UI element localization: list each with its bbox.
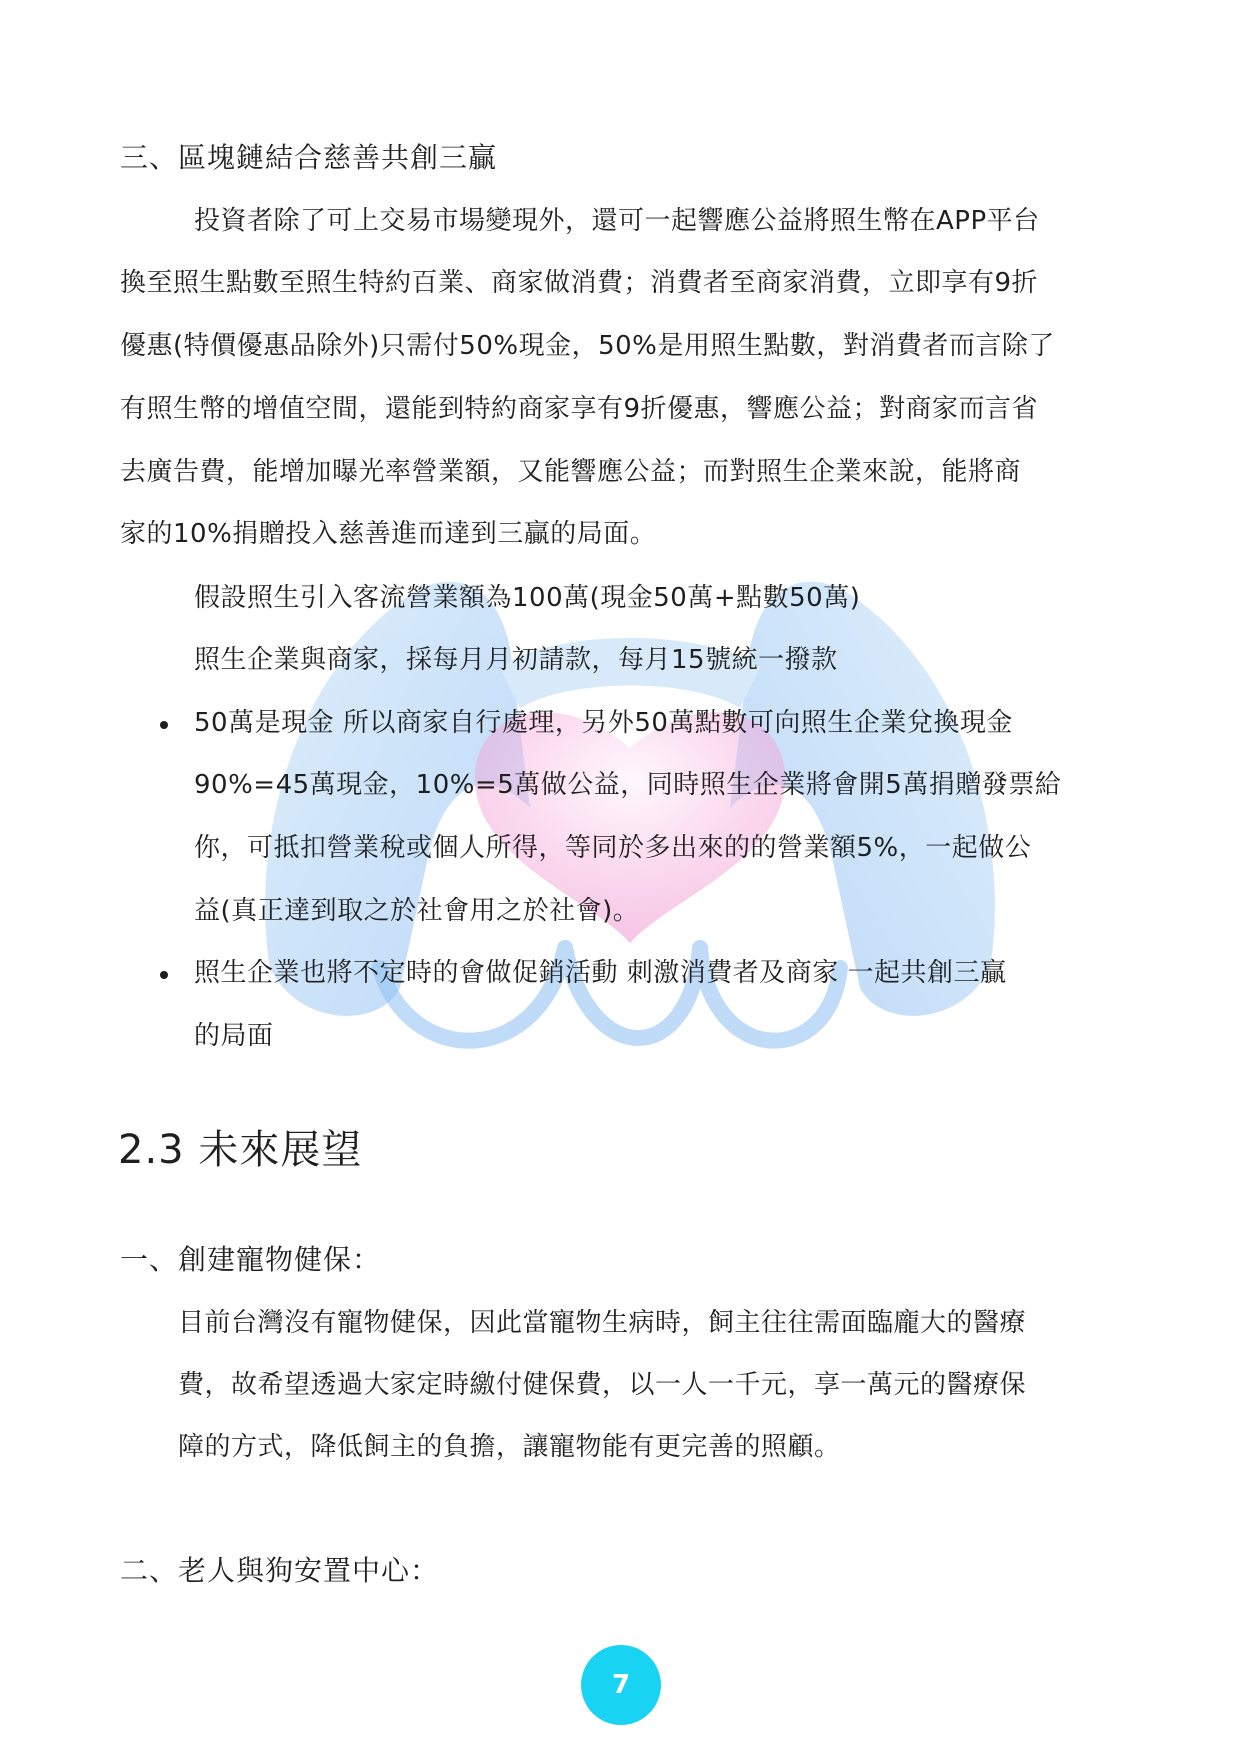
subsection-1-heading: 一、創建寵物健保： <box>120 1243 382 1276</box>
bullet-marker-1 <box>160 721 168 729</box>
bullet-2-line-1: 照生企業也將不定時的會做促銷活動 刺激消費者及商家 一起共創三贏 <box>194 958 1007 988</box>
paragraph-1-line-4: 有照生幣的增值空間，還能到特約商家享有9折優惠，響應公益；對商家而言省 <box>120 394 1039 424</box>
paragraph-1-line-5: 去廣告費，能增加曝光率營業額，又能響應公益；而對照生企業來說，能將商 <box>120 457 1022 487</box>
bullet-1-line-3: 你，可抵扣營業稅或個人所得，等同於多出來的的營業額5%，一起做公 <box>194 833 1032 863</box>
subsection-1-line-3: 障的方式，降低飼主的負擔，讓寵物能有更完善的照顧。 <box>178 1432 841 1462</box>
section-2-3-title: 2.3 未來展望 <box>118 1127 363 1173</box>
assumption-line-2: 照生企業與商家，採每月月初請款，每月15號統一撥款 <box>194 645 838 675</box>
page-number: 7 <box>611 1670 631 1700</box>
paragraph-1-line-6: 家的10%捐贈投入慈善進而達到三贏的局面。 <box>120 519 657 549</box>
bullet-1-line-2: 90%=45萬現金，10%=5萬做公益，同時照生企業將會開5萬捐贈發票給 <box>194 770 1062 800</box>
assumption-line-1: 假設照生引入客流營業額為100萬(現金50萬+點數50萬) <box>194 583 861 613</box>
paragraph-1-line-3: 優惠(特價優惠品除外)只需付50%現金，50%是用照生點數，對消費者而言除了 <box>120 331 1055 361</box>
bullet-2-line-2: 的局面 <box>194 1021 274 1051</box>
subsection-1-line-1: 目前台灣沒有寵物健保，因此當寵物生病時，飼主往往需面臨龐大的醫療 <box>178 1308 1027 1338</box>
bullet-1-line-1: 50萬是現金 所以商家自行處理，另外50萬點數可向照生企業兌換現金 <box>194 708 1013 738</box>
subsection-1-line-2: 費，故希望透過大家定時繳付健保費，以一人一千元，享一萬元的醫療保 <box>178 1370 1027 1400</box>
bullet-1-line-4: 益(真正達到取之於社會用之於社會)。 <box>194 896 640 926</box>
paragraph-1-line-1: 投資者除了可上交易市場變現外，還可一起響應公益將照生幣在APP平台 <box>194 206 1040 236</box>
subsection-2-heading: 二、老人與狗安置中心： <box>120 1554 440 1587</box>
page-number-badge <box>581 1645 661 1725</box>
bullet-marker-2 <box>160 971 168 979</box>
paragraph-1-line-2: 換至照生點數至照生特約百業、商家做消費；消費者至商家消費，立即享有9折 <box>120 268 1039 298</box>
section-3-heading: 三、區塊鏈結合慈善共創三贏 <box>120 141 498 174</box>
